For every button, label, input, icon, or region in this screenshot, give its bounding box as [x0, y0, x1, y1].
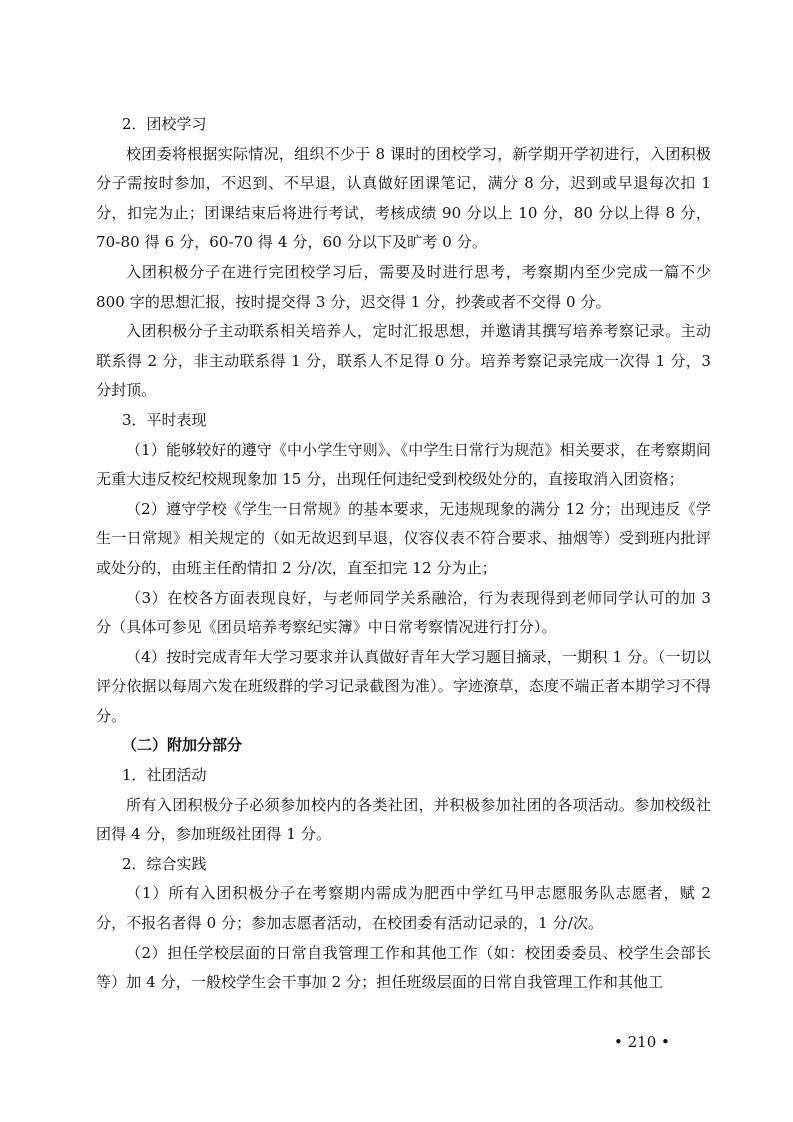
paragraph-club-activities: 所有入团积极分子必须参加校内的各类社团，并积极参加社团的各项活动。参加校级社团得 4 分，参加班级社团得 1 分。	[96, 795, 711, 844]
paragraph-daily-performance-1: （1）能够较好的遵守《中小学生守则》、《中学生日常行为规范》相关要求，在考察期间无重大违反校纪校规现象加 15 分，出现任何违纪受到校级处分的，直接取消入团资格；	[96, 440, 711, 489]
paragraph-league-school-study: 校团委将根据实际情况，组织不少于 8 课时的团校学习，新学期开学初进行，入团积极分子需按时参加，不迟到、不早退，认真做好团课笔记，满分 8 分，迟到或早退每次扣 1 分，扣完为止；团课结束后将进行考试，考核成绩 90 分以上 10 分，80 分以上得 8 分，70-80 得 6 分，60-70 得 4 分，60 分以下及旷考 0 分。	[96, 144, 711, 252]
heading-bonus-points: （二）附加分部分	[122, 736, 243, 755]
paragraph-daily-performance-3: （3）在校各方面表现良好，与老师同学关系融洽，行为表现得到老师同学认可的加 3 分（具体可参见《团员培养考察纪实簿》中日常考察情况进行打分）。	[96, 588, 711, 637]
document-page	[96, 110, 711, 998]
paragraph-contact-mentor: 入团积极分子主动联系相关培养人，定时汇报思想，并邀请其撰写培养考察记录。主动联系得 2 分，非主动联系得 1 分，联系人不足得 0 分。培养考察记录完成一次得 1 分，3 分封顶。	[96, 322, 711, 400]
heading-league-school-study: 2．团校学习	[122, 115, 207, 133]
heading-practice: 2．综合实践	[122, 854, 207, 873]
paragraph-thought-report: 入团积极分子在进行完团校学习后，需要及时进行思考，考察期内至少完成一篇不少 800 字的思想汇报，按时提交得 3 分，迟交得 1 分，抄袭或者不交得 0 分。	[96, 262, 711, 311]
paragraph-practice-2: （2）担任学校层面的日常自我管理工作和其他工作（如：校团委委员、校学生会部长等）加 4 分，一般校学生会干事加 2 分；担任班级层面的日常自我管理工作和其他工	[96, 943, 711, 992]
heading-club-activities: 1．社团活动	[122, 766, 207, 785]
paragraph-daily-performance-4: （4）按时完成青年大学习要求并认真做好青年大学习题目摘录，一期积 1 分。（一切以评分依据以每周六发在班级群的学习记录截图为准）。字迹潦草，态度不端正者本期学习不得分。	[96, 647, 711, 725]
paragraph-daily-performance-2: （2）遵守学校《学生一日常规》的基本要求，无违规现象的满分 12 分；出现违反《学生一日常规》相关规定的（如无故迟到早退，仪容仪表不符合要求、抽烟等）受到班内批评或处分的，由班主任酌情扣 2 分/次，直至扣完 12 分为止；	[96, 499, 711, 577]
paragraph-practice-1: （1）所有入团积极分子在考察期内需成为肥西中学红马甲志愿服务队志愿者，赋 2 分，不报名者得 0 分；参加志愿者活动，在校团委有活动记录的，1 分/次。	[96, 884, 711, 933]
heading-daily-performance: 3．平时表现	[122, 410, 207, 429]
page-number: • 210 •	[614, 1033, 670, 1051]
